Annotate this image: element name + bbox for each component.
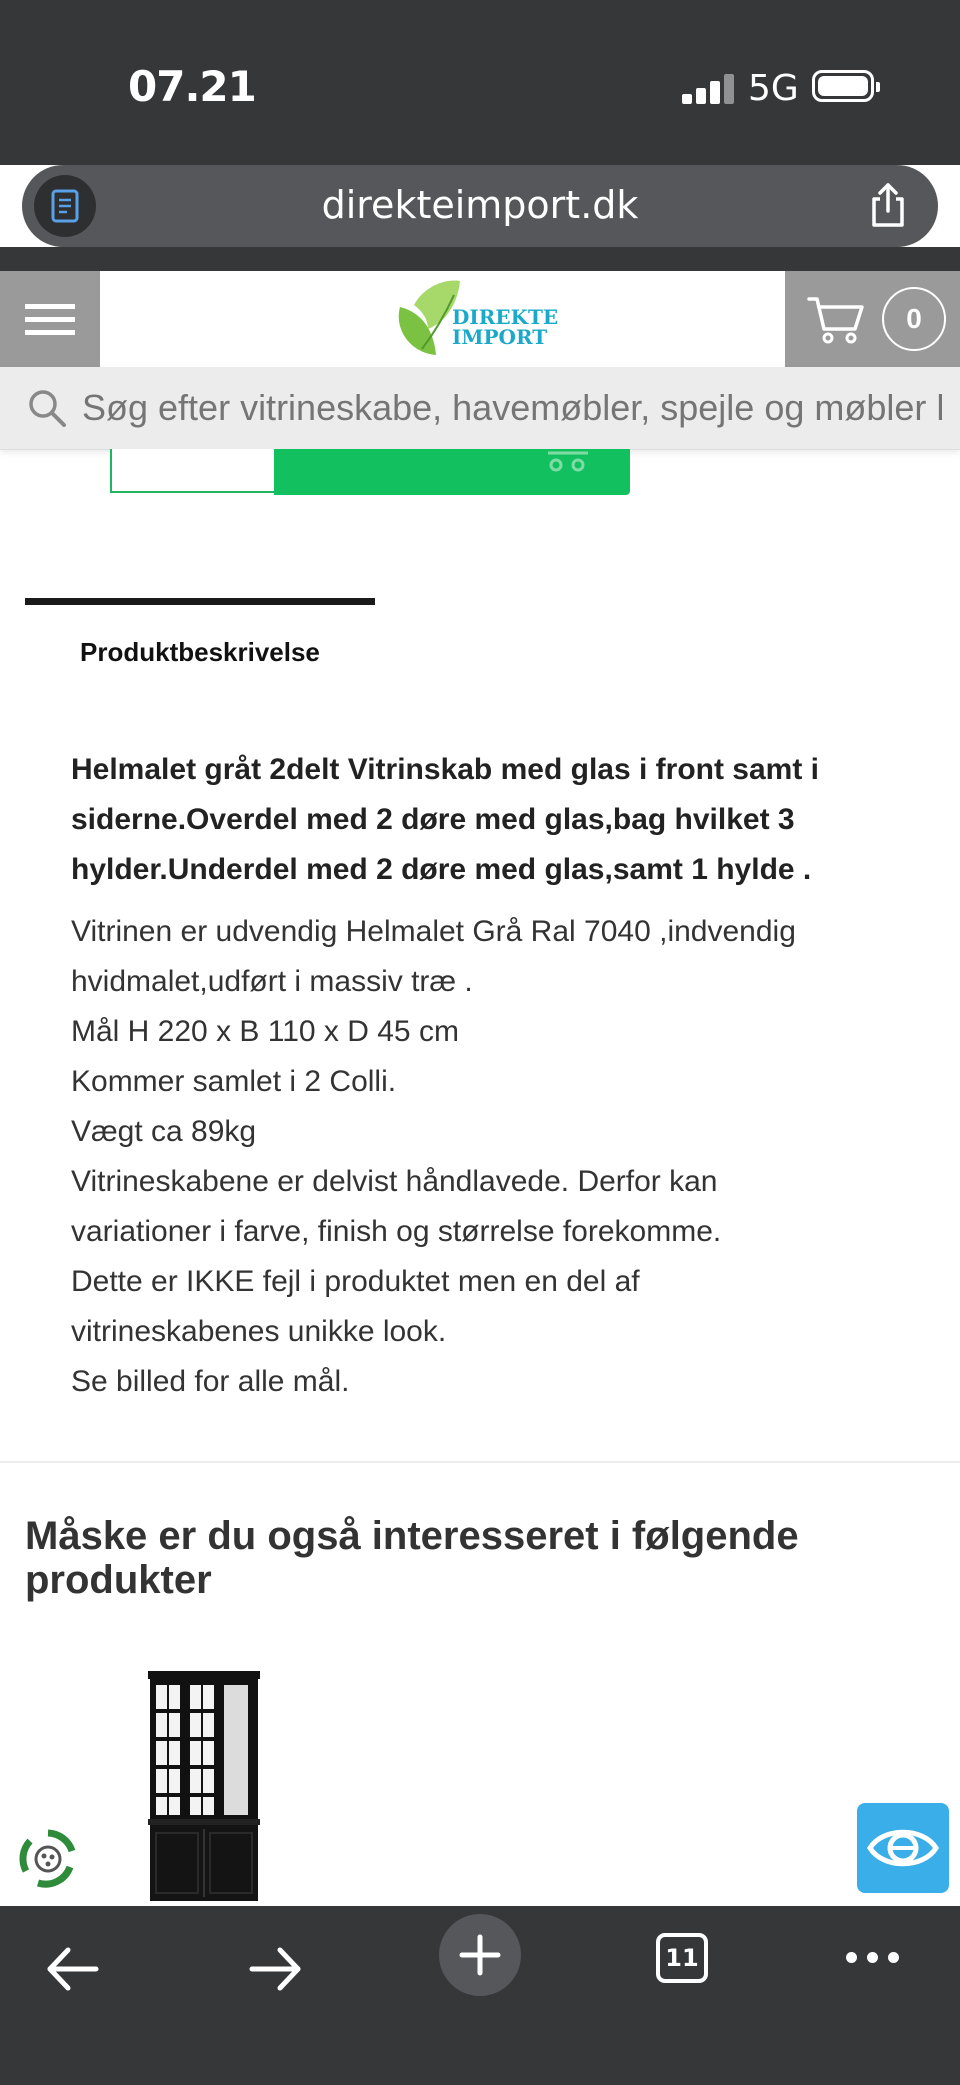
logo-line2: IMPORT — [452, 325, 548, 349]
description-line: Vægt ca 89kg — [71, 1115, 257, 1148]
recycle-icon[interactable] — [16, 1827, 80, 1891]
address-bar[interactable] — [22, 165, 938, 247]
forward-arrow-icon[interactable] — [248, 1944, 304, 1994]
active-tab-indicator — [25, 598, 375, 605]
description-line: Mål H 220 x B 110 x D 45 cm — [71, 1015, 459, 1048]
logo-line1: DIREKTE — [452, 305, 559, 329]
url-text[interactable]: direkteimport.dk — [321, 183, 639, 227]
quantity-field[interactable] — [110, 449, 276, 493]
search-input[interactable] — [82, 383, 942, 433]
description-note-line: Se billed for alle mål. — [71, 1365, 350, 1398]
status-time: 07.21 — [128, 62, 256, 111]
section-divider — [0, 1461, 960, 1463]
cart-icon — [807, 295, 865, 345]
share-icon[interactable] — [868, 181, 908, 234]
cart-icon — [544, 449, 592, 473]
search-icon[interactable] — [26, 387, 68, 429]
description-heading-line: Helmalet gråt 2delt Vitrinskab med glas i front samt i — [71, 753, 819, 786]
description-line: Kommer samlet i 2 Colli. — [71, 1065, 397, 1098]
plus-icon[interactable] — [439, 1914, 521, 1996]
menu-icon[interactable] — [0, 271, 100, 367]
browser-toolbar-bg — [0, 247, 960, 271]
site-logo[interactable] — [392, 277, 572, 361]
description-note-line: Dette er IKKE fejl i produktet men en del af — [71, 1265, 640, 1298]
description-heading-line: siderne.Overdel med 2 døre med glas,bag hvilket 3 — [71, 803, 795, 836]
cart-count-badge: 0 — [882, 287, 946, 351]
battery-icon — [812, 70, 874, 102]
cart-button[interactable] — [785, 271, 960, 367]
description-line: Vitrinen er udvendig Helmalet Grå Ral 7040 ,indvendig — [71, 915, 796, 948]
signal-icon — [682, 74, 734, 104]
accessibility-eye-icon[interactable] — [857, 1803, 949, 1893]
description-heading-line: hylder.Underdel med 2 døre med glas,samt 1 hylde . — [71, 853, 812, 886]
search-bar — [0, 367, 960, 450]
tab-product-description[interactable]: Produktbeskrivelse — [80, 637, 320, 667]
description-note-line: Vitrineskabene er delvist håndlavede. Derfor kan — [71, 1165, 718, 1198]
more-icon[interactable] — [846, 1952, 899, 1963]
description-note-line: variationer i farve, finish og størrelse forekomme. — [71, 1215, 722, 1248]
description-note-line: vitrineskabenes unikke look. — [71, 1315, 447, 1348]
tabs-icon[interactable]: 11 — [656, 1933, 708, 1983]
product-description — [71, 745, 891, 1407]
description-line: hvidmalet,udført i massiv træ . — [71, 965, 473, 998]
site-header — [0, 271, 960, 367]
add-to-cart-button[interactable] — [274, 449, 630, 495]
related-products-title: Måske er du også interesseret i følgende produkter — [25, 1514, 799, 1602]
network-label: 5G — [748, 68, 799, 109]
back-arrow-icon[interactable] — [44, 1944, 100, 1994]
status-bar — [0, 0, 960, 165]
related-product-image[interactable] — [140, 1665, 265, 1905]
